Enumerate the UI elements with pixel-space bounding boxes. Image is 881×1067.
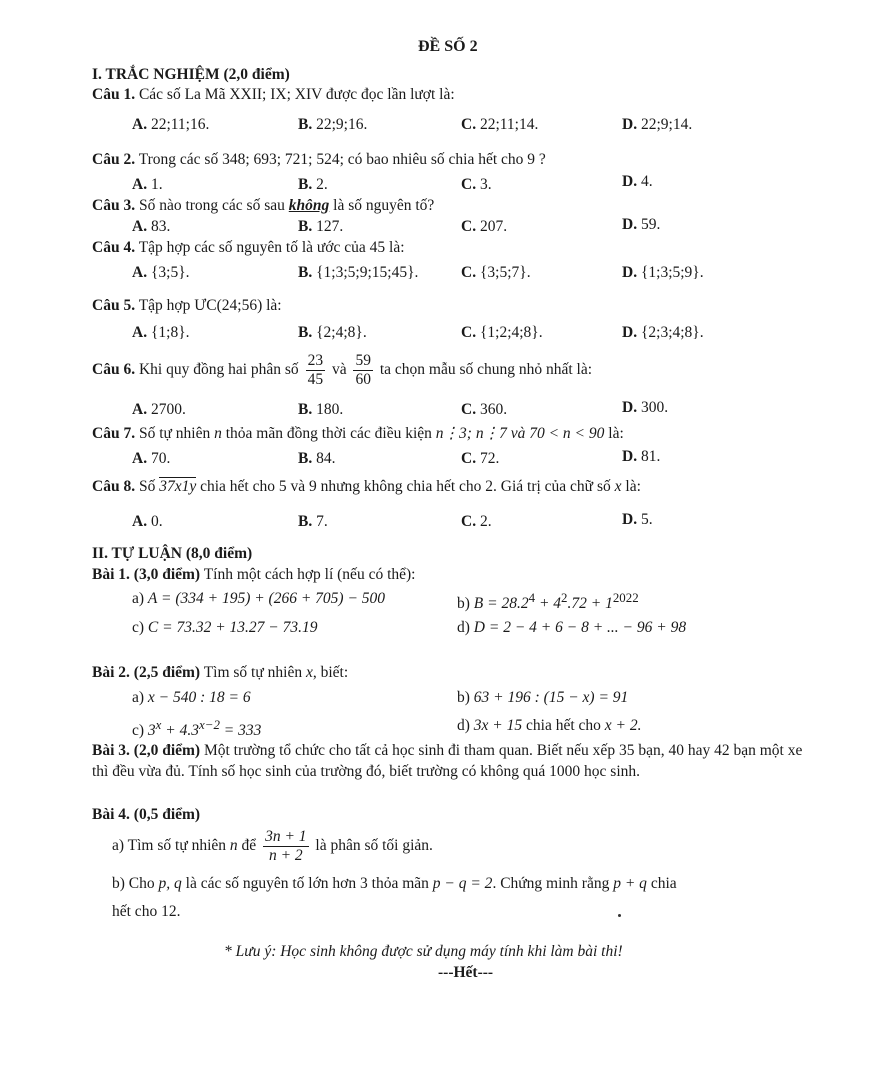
p2-part-b: b) 63 + 196 : (15 − x) = 91 (457, 689, 629, 706)
q3-option-b: B. 127. (298, 218, 344, 235)
q7-option-d: D. 81. (622, 448, 661, 465)
problem-3: Bài 3. (2,0 điểm) Một trường tổ chức cho tất cả học sinh đi tham quan. Biết nếu xếp 35 bạn, 40 hay 42 bạn một xe thì đều vừa đủ. Tính số học sinh của trường đó, biết trường có không quá 1000 học sinh. (92, 742, 803, 780)
q8-option-b: B. 7. (298, 513, 328, 530)
p4-part-b: b) Cho p, q là các số nguyên tố lớn hơn 3 thỏa mãn p − q = 2. Chứng minh rằng p + q chia (112, 875, 677, 892)
q8-option-c: C. 2. (461, 513, 492, 530)
q5-option-a: A. {1;8}. (132, 324, 190, 341)
q6-option-a: A. 2700. (132, 401, 186, 418)
question-7: Câu 7. Số tự nhiên n thỏa mãn đồng thời các điều kiện n⋮3; n⋮7 và 70 < n < 90 là: (92, 425, 624, 442)
fraction-3n1-n2: $\frac{3n + 1}{n + 2}$ (265, 828, 307, 864)
p1-part-b: b) $B = 28.2^4 + 4^2.72 + 1^{2022}$ (457, 590, 639, 613)
q1-option-c: C. 22;11;14. (461, 116, 539, 133)
question-5: Câu 5. Tập hợp ƯC(24;56) là: (92, 297, 282, 314)
exam-title: ĐỀ SỐ 2 (418, 38, 478, 55)
emphasis-not: không (288, 197, 330, 214)
question-1 (92, 86, 455, 104)
p4-part-a: a) Tìm số tự nhiên n để $\frac{3n + 1}{n + 2}$ là phân số tối giản. (112, 828, 433, 864)
stray-mark (618, 914, 621, 917)
q8-option-a: A. 0. (132, 513, 163, 530)
q6-option-d: D. 300. (622, 399, 669, 416)
question-6: Câu 6. Khi quy đồng hai phân số $\frac{23}{45}$ và $\frac{59}{60}$ ta chọn mẫu số chung nhỏ nhất là: (92, 352, 593, 388)
p1-part-a: a) A = (334 + 195) + (266 + 705) − 500 (132, 590, 386, 607)
question-8: Câu 8. Số 37x1y chia hết cho 5 và 9 nhưng không chia hết cho 2. Giá trị của chữ số x là: (92, 478, 641, 495)
q7-option-b: B. 84. (298, 450, 336, 467)
question-label: Câu 1. (92, 86, 136, 103)
problem-1: Bài 1. (3,0 điểm) Tính một cách hợp lí (nếu có thể): (92, 566, 416, 583)
part1-heading: I. TRẮC NGHIỆM (2,0 điểm) (92, 66, 290, 83)
problem-4: Bài 4. (0,5 điểm) (92, 806, 201, 823)
q2-option-a: A. 1. (132, 176, 163, 193)
q7-option-a: A. 70. (132, 450, 171, 467)
question-2: Câu 2. Trong các số 348; 693; 721; 524; có bao nhiêu số chia hết cho 9 ? (92, 151, 546, 168)
q4-option-b: B. {1;3;5;9;15;45}. (298, 264, 419, 281)
p4-part-b-line2: hết cho 12. (112, 903, 181, 920)
overlined-number: 37x1y (159, 478, 197, 495)
q7-option-c: C. 72. (461, 450, 500, 467)
q5-option-d: D. {2;3;4;8}. (622, 324, 704, 341)
q2-option-d: D. 4. (622, 173, 653, 190)
p2-part-c: c) $3^x + 4.3^{x-2} = 333$ (132, 717, 262, 740)
p1-part-c: c) C = 73.32 + 13.27 − 73.19 (132, 619, 318, 636)
p1-part-d: d) D = 2 − 4 + 6 − 8 + ... − 96 + 98 (457, 619, 687, 636)
question-3: Câu 3. Số nào trong các số sau không là số nguyên tố? (92, 197, 435, 214)
q1-option-d: D. 22;9;14. (622, 116, 693, 133)
fraction-1: $\frac{23}{45}$ (307, 352, 324, 388)
part2-heading: II. TỰ LUẬN (8,0 điểm) (92, 545, 253, 562)
q3-option-c: C. 207. (461, 218, 508, 235)
q3-option-a: A. 83. (132, 218, 171, 235)
problem-2: Bài 2. (2,5 điểm) Tìm số tự nhiên x, biết: (92, 664, 349, 681)
q5-option-c: C. {1;2;4;8}. (461, 324, 543, 341)
q4-option-d: D. {1;3;5;9}. (622, 264, 704, 281)
fraction-2: $\frac{59}{60}$ (355, 352, 371, 388)
q3-option-d: D. 59. (622, 216, 661, 233)
p2-part-a: a) x − 540 : 18 = 6 (132, 689, 251, 706)
q2-option-b: B. 2. (298, 176, 328, 193)
q1-option-a: A. 22;11;16. (132, 116, 210, 133)
q5-option-b: B. {2;4;8}. (298, 324, 367, 341)
q1-option-b: B. 22;9;16. (298, 116, 368, 133)
q6-option-c: C. 360. (461, 401, 508, 418)
question-text: Các số La Mã XXII; IX; XIV được đọc lần lượt là: (138, 86, 455, 103)
q4-option-c: C. {3;5;7}. (461, 264, 531, 281)
q2-option-c: C. 3. (461, 176, 492, 193)
q8-option-d: D. 5. (622, 511, 653, 528)
p2-part-d: d) 3x + 15 chia hết cho x + 2. (457, 717, 642, 734)
q6-option-b: B. 180. (298, 401, 344, 418)
question-4: Câu 4. Tập hợp các số nguyên tố là ước của 45 là: (92, 239, 405, 256)
q4-option-a: A. {3;5}. (132, 264, 190, 281)
footer-note: * Lưu ý: Học sinh không được sử dụng máy tính khi làm bài thi! (224, 943, 623, 960)
footer-end: ---Hết--- (438, 964, 494, 981)
